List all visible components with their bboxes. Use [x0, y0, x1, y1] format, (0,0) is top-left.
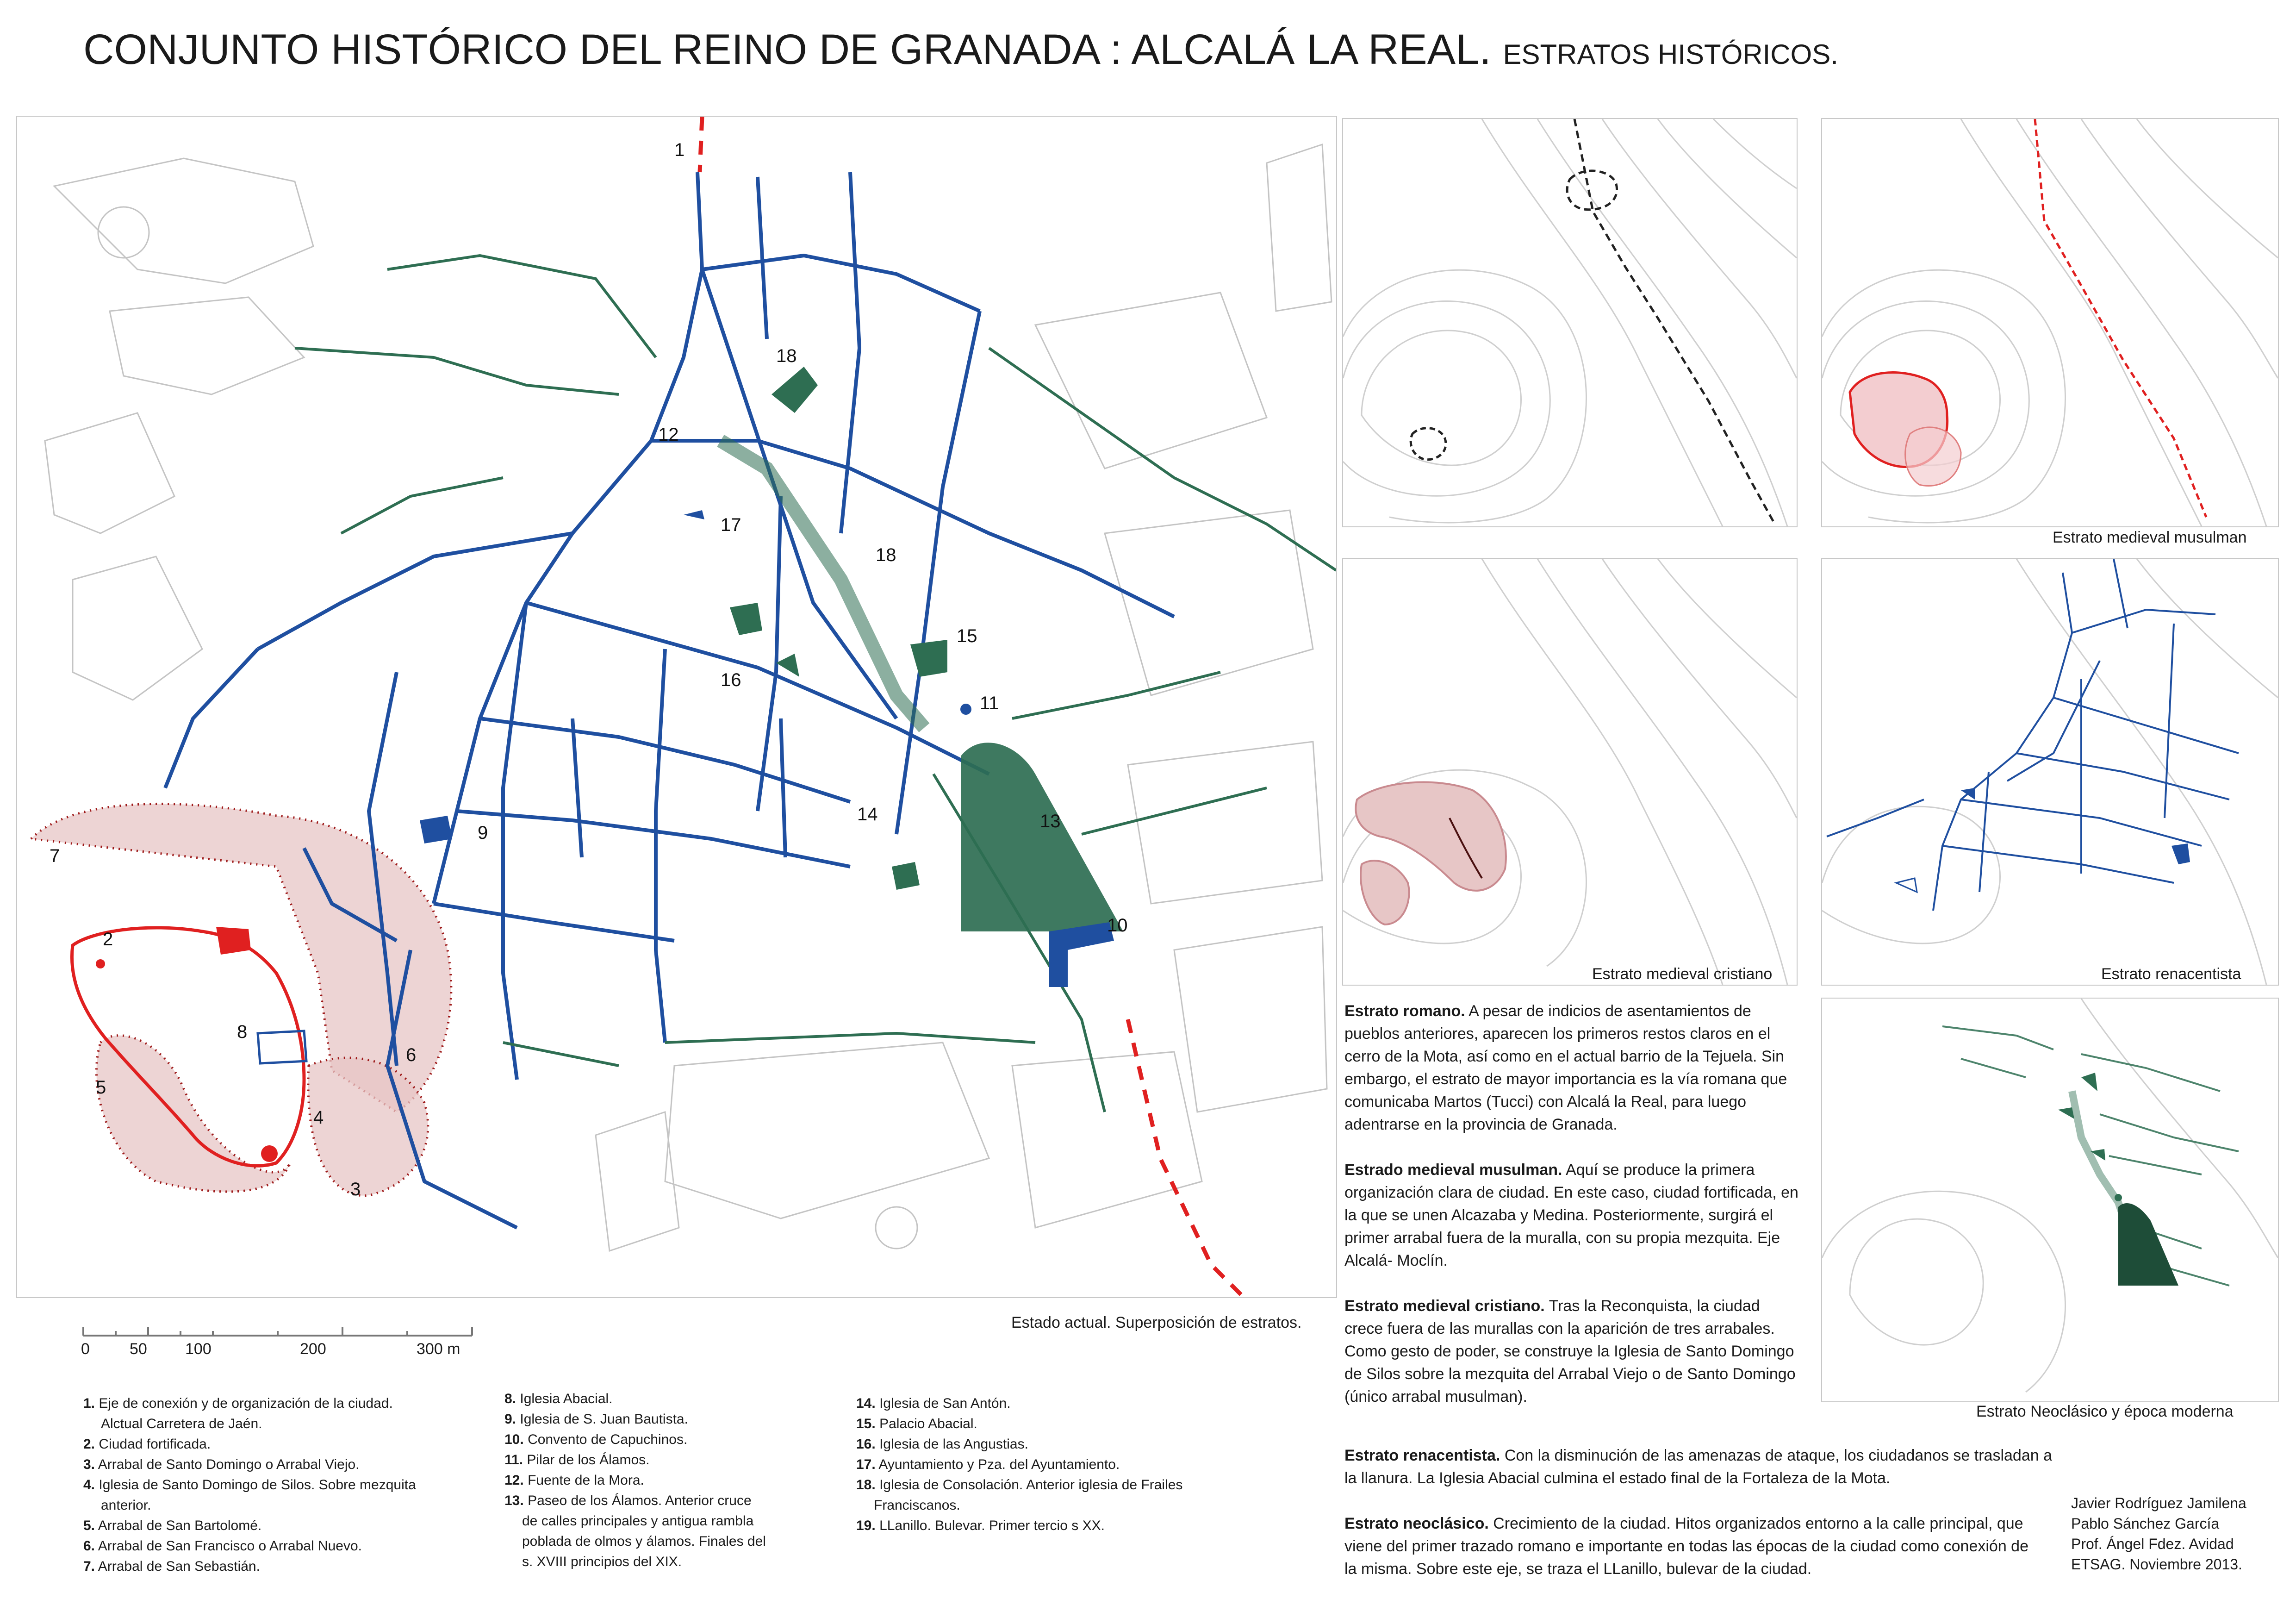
caption-neoclassic: Estrato Neoclásico y época moderna — [1976, 1403, 2234, 1420]
desc-renaissance: Estrato renacentista. Con la disminución de las amenazas de ataque, los ciudadanos se trasladan a la llanura. La Iglesia Abacial culmina el estado final de la Fortaleza de la Mota. — [1344, 1447, 2053, 1487]
map-label-6: 6 — [406, 1045, 417, 1065]
panel-neoclassic — [1821, 998, 2279, 1402]
map-label-11: 11 — [980, 693, 999, 713]
legend-column-2 — [504, 1389, 766, 1572]
scale-bar — [79, 1322, 477, 1343]
description — [1344, 1000, 1803, 1431]
map-label-3: 3 — [350, 1179, 361, 1199]
main-map — [16, 116, 1337, 1298]
credit-author-1: Javier Rodríguez Jamilena — [2071, 1495, 2246, 1512]
scale-tick-0: 0 — [81, 1340, 90, 1358]
legend-item-4: 4. Iglesia de Santo Domingo de Silos. Sobre mezquita — [83, 1477, 416, 1493]
map-label-7: 7 — [50, 846, 60, 866]
panel-christian — [1342, 558, 1798, 986]
map-label-2: 2 — [103, 929, 113, 949]
desc-neoclassic: Estrato neoclásico. Crecimiento de la ciudad. Hitos organizados entorno a la calle principal, que viene del primer trazado romano e importante en todas las épocas de la ciudad como conexión de la misma. Sobre este eje, se traza el LLanillo, bulevar de la ciudad. — [1344, 1515, 2028, 1578]
panel-roman — [1342, 118, 1798, 527]
legend-item-15: 15. Palacio Abacial. — [856, 1416, 977, 1431]
legend-column-1 — [83, 1393, 416, 1577]
legend-item-12: 12. Fuente de la Mora. — [504, 1473, 644, 1488]
caption-muslim: Estrato medieval musulman — [2053, 529, 2247, 546]
legend-item-13: 13. Paseo de los Álamos. Anterior cruce — [504, 1493, 752, 1508]
credit-school-date: ETSAG. Noviembre 2013. — [2071, 1556, 2242, 1573]
legend-item-9: 9. Iglesia de S. Juan Bautista. — [504, 1412, 688, 1427]
map-label-9: 9 — [478, 823, 488, 843]
legend-item-2: 2. Ciudad fortificada. — [83, 1437, 211, 1452]
map-label-16: 16 — [721, 670, 741, 690]
description-lower — [1344, 1444, 2053, 1603]
legend-item-19: 19. LLanillo. Bulevar. Primer tercio s XX. — [856, 1518, 1105, 1533]
scale-tick-200: 200 — [300, 1340, 326, 1358]
legend-item-3: 3. Arrabal de Santo Domingo o Arrabal Viejo. — [83, 1457, 360, 1472]
legend-item-13-cont3: s. XVIII principios del XIX. — [522, 1554, 682, 1569]
map-label-5: 5 — [96, 1077, 106, 1098]
map-label-8: 8 — [237, 1022, 248, 1042]
main-map-drawing — [17, 117, 1336, 1297]
page-title — [83, 25, 1838, 74]
scale-tick-100: 100 — [185, 1340, 212, 1358]
desc-muslim: Estrado medieval musulman. Aquí se produce la primera organización clara de ciudad. En este caso, ciudad fortificada, en la que se unen Alcazaba y Medina. Posteriormente, surgirá el primer arrabal fuera de la muralla, con su propia mezquita. Eje Alcalá- Moclín. — [1344, 1161, 1798, 1269]
credit-professor: Prof. Ángel Fdez. Avidad — [2071, 1536, 2234, 1552]
legend-item-14: 14. Iglesia de San Antón. — [856, 1396, 1011, 1411]
legend-item-1-cont: Alctual Carretera de Jaén. — [101, 1416, 262, 1431]
main-map-caption: Estado actual. Superposición de estratos. — [1011, 1314, 1302, 1331]
map-label-15: 15 — [957, 626, 977, 646]
legend-item-10: 10. Convento de Capuchinos. — [504, 1432, 688, 1447]
map-label-13: 13 — [1040, 811, 1061, 831]
roman-road — [700, 117, 1244, 1297]
legend-item-8: 8. Iglesia Abacial. — [504, 1391, 613, 1406]
map-label-17: 17 — [721, 515, 741, 535]
caption-renaissance: Estrato renacentista — [2101, 965, 2241, 983]
panel-renaissance-drawing — [1822, 559, 2278, 985]
map-labels — [50, 140, 1128, 1199]
scale-tick-50: 50 — [130, 1340, 147, 1358]
panel-renaissance — [1821, 558, 2279, 986]
legend-item-13-cont: de calles principales y antigua rambla — [522, 1513, 754, 1529]
legend-column-3 — [856, 1393, 1182, 1536]
base-blocks — [45, 144, 1332, 1251]
panel-muslim — [1821, 118, 2279, 527]
christian-arrabales — [31, 804, 451, 1195]
desc-christian: Estrato medieval cristiano. Tras la Reconquista, la ciudad crece fuera de las murallas con la aparición de tres arrabales. Como gesto de poder, se construye la Iglesia de Santo Domingo de Silos sobre la mezquita del Arrabal Viejo o de Santo Domingo (único arrabal musulman). — [1344, 1297, 1796, 1405]
legend-item-7: 7. Arrabal de San Sebastián. — [83, 1559, 260, 1574]
panel-roman-drawing — [1343, 119, 1797, 526]
llanillo-axis — [721, 441, 924, 728]
legend-item-11: 11. Pilar de los Álamos. — [504, 1452, 650, 1468]
map-label-4: 4 — [313, 1107, 324, 1128]
map-label-14: 14 — [857, 804, 878, 824]
map-label-10: 10 — [1107, 915, 1128, 936]
credit-author-2: Pablo Sánchez García — [2071, 1515, 2220, 1532]
credits — [2071, 1493, 2246, 1574]
title-main: CONJUNTO HISTÓRICO DEL REINO DE GRANADA : ALCALÁ LA REAL. — [83, 26, 1491, 73]
caption-christian: Estrato medieval cristiano — [1592, 965, 1773, 983]
scale-bar-graphic — [79, 1322, 477, 1340]
legend-item-6: 6. Arrabal de San Francisco o Arrabal Nuevo. — [83, 1538, 362, 1554]
legend-item-4-cont: anterior. — [101, 1498, 151, 1513]
legend-item-18-cont: Franciscanos. — [874, 1498, 960, 1513]
legend-item-1: 1. Eje de conexión y de organización de la ciudad. — [83, 1396, 393, 1411]
map-label-18a: 18 — [776, 346, 797, 366]
map-label-12: 12 — [658, 425, 679, 445]
map-label-18b: 18 — [876, 545, 896, 565]
scale-tick-300: 300 m — [417, 1340, 460, 1358]
legend-item-16: 16. Iglesia de las Angustias. — [856, 1437, 1028, 1452]
legend-item-18: 18. Iglesia de Consolación. Anterior iglesia de Frailes — [856, 1477, 1183, 1493]
title-subtitle: ESTRATOS HISTÓRICOS. — [1503, 39, 1838, 70]
legend-item-5: 5. Arrabal de San Bartolomé. — [83, 1518, 262, 1533]
panel-christian-drawing — [1343, 559, 1797, 985]
desc-roman: Estrato romano. A pesar de indicios de asentamientos de pueblos anteriores, aparecen los primeros restos claros en el cerro de la Mota, así como en el actual barrio de la Tejuela. Sin embargo, el estrato de mayor importancia es la vía romana que comunicaba Martos (Tucci) con Alcalá la Real, para luego adentrarse en la provincia de Granada. — [1344, 1002, 1787, 1133]
map-label-1: 1 — [674, 140, 685, 160]
legend-item-13-cont2: poblada de olmos y álamos. Finales del — [522, 1534, 766, 1549]
panel-neoclassic-drawing — [1822, 999, 2278, 1401]
legend-item-17: 17. Ayuntamiento y Pza. del Ayuntamiento. — [856, 1457, 1120, 1472]
panel-muslim-drawing — [1822, 119, 2278, 526]
